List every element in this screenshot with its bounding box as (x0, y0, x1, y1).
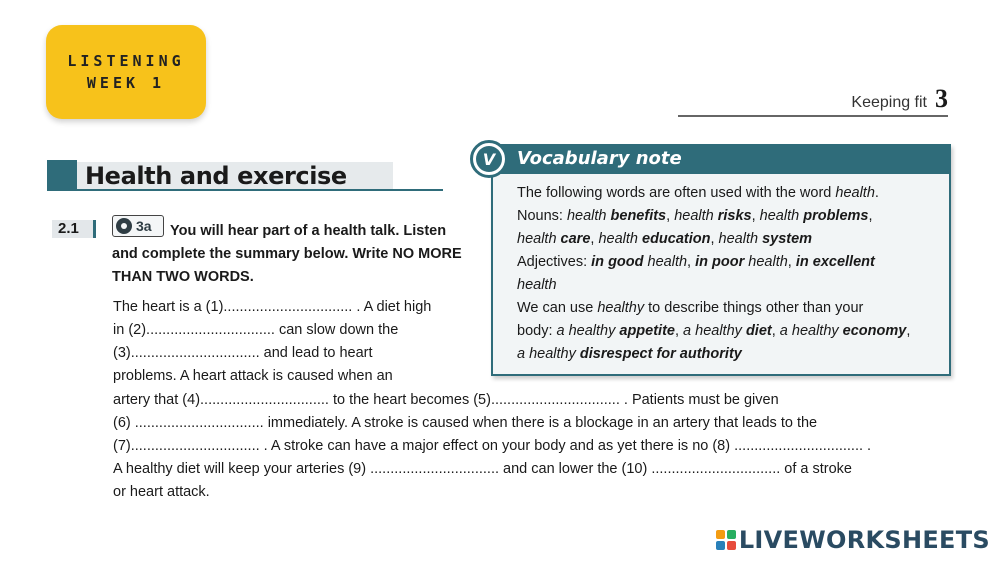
summary-line: in (2)................................ can slow down the (113, 322, 399, 338)
chapter-number: 3 (935, 84, 948, 113)
section-marker (47, 160, 77, 190)
vocab-healthy: We can use healthy to describe things other than your (517, 300, 864, 316)
vocab-intro: The following words are often used with the word health. (517, 185, 879, 201)
vocabulary-icon: V (470, 140, 508, 178)
summary-line: (3)................................ and lead to heart (113, 345, 373, 361)
vocab-adjectives: Adjectives: in good health, in poor health, in excellent (517, 254, 875, 270)
summary-line: or heart attack. (113, 484, 210, 500)
liveworksheets-logo (716, 526, 990, 554)
vocabulary-note-box (491, 144, 951, 376)
vocab-nouns: Nouns: health benefits, health risks, health problems, (517, 208, 873, 224)
listening-week-badge (46, 25, 206, 119)
audio-track-badge[interactable] (112, 215, 164, 237)
vocabulary-note-title: Vocabulary note (493, 144, 949, 174)
logo-grid-icon (716, 530, 736, 550)
section-heading (47, 160, 443, 191)
chapter-label: Keeping fit (851, 94, 927, 111)
badge-line-1: LISTENING (67, 52, 185, 70)
vocab-nouns-cont: health care, health education, health system (517, 231, 813, 247)
vocab-adjectives-cont: health (517, 277, 557, 293)
summary-line: problems. A heart attack is caused when an (113, 368, 393, 384)
summary-line: (6) ................................ immediately. A stroke is caused when there is a blockage in an artery that leads to the (113, 415, 818, 431)
summary-line: (7)................................ . A stroke can have a major effect on your body and as yet there is no (8) ................................ . (113, 438, 872, 454)
summary-line: artery that (4)................................ to the heart becomes (5)................................ . Patients must be given (113, 392, 779, 408)
logo-text: LIVEWORKSHEETS (738, 526, 990, 554)
vocab-healthy-examples: body: a healthy appetite, a healthy diet, a healthy economy, (517, 323, 911, 339)
chapter-header (851, 84, 948, 114)
vocab-healthy-examples-cont: a healthy disrespect for authority (517, 346, 742, 362)
vocabulary-note-body (517, 182, 947, 366)
badge-line-2: WEEK 1 (86, 74, 166, 92)
summary-line: A healthy diet will keep your arteries (9) ................................ and can lower the (10) ................................ of a stroke (113, 461, 852, 477)
exercise-number: 2.1 (52, 220, 96, 238)
chapter-rule (678, 115, 948, 117)
summary-line: The heart is a (1)................................ . A diet high (113, 299, 432, 315)
section-title: Health and exercise (85, 162, 347, 190)
track-number: 3a (136, 218, 152, 234)
exercise-instruction: You will hear part of a health talk. Listen and complete the summary below. Write NO MORE THAN TWO WORDS. (112, 223, 462, 285)
cd-icon (116, 218, 132, 234)
